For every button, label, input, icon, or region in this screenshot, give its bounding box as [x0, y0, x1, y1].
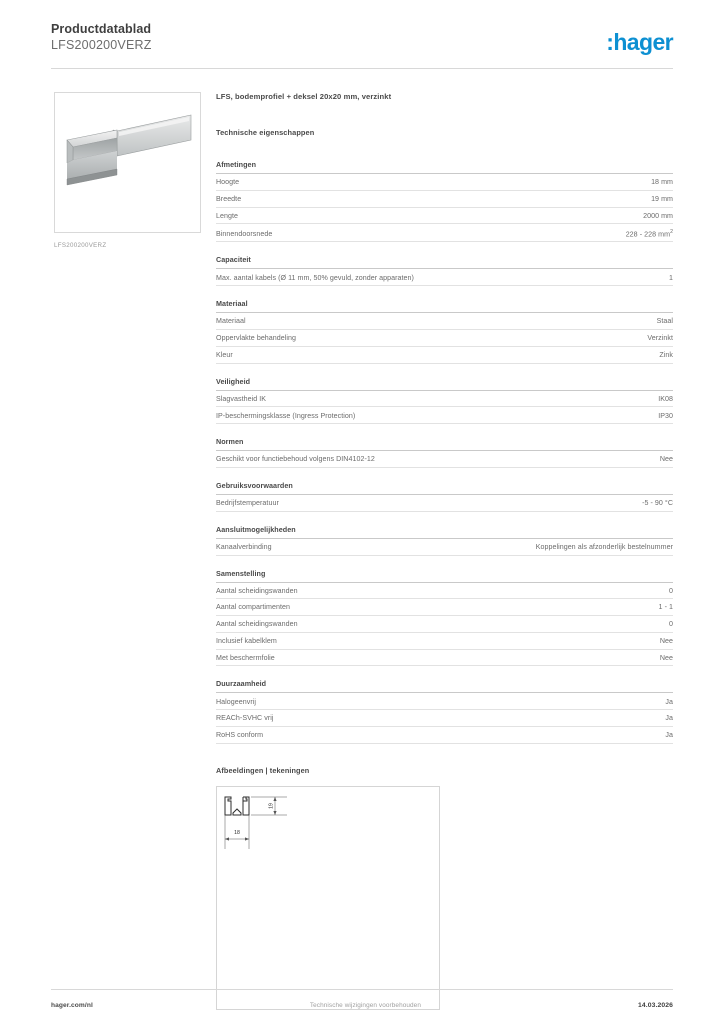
spec-value: Staal	[656, 317, 673, 326]
product-reference: LFS200200VERZ	[51, 38, 152, 52]
spec-label: Lengte	[216, 211, 238, 220]
spec-label: Breedte	[216, 194, 242, 203]
spec-label: Materiaal	[216, 317, 246, 326]
spec-value: 1	[669, 273, 673, 282]
spec-group-title: Afmetingen	[216, 160, 673, 174]
spec-label: Max. aantal kabels (Ø 11 mm, 50% gevuld, zonder apparaten)	[216, 273, 414, 282]
spec-value: 1 - 1	[658, 603, 673, 612]
spec-value: Ja	[665, 731, 673, 740]
spec-value: 18 mm	[651, 178, 673, 187]
specifications-column	[216, 92, 673, 1010]
footer-website[interactable]: hager.com/nl	[51, 1001, 93, 1009]
spec-row	[216, 451, 673, 468]
spec-group	[216, 679, 673, 743]
spec-group-title: Gebruiksvoorwaarden	[216, 481, 673, 495]
spec-row	[216, 616, 673, 633]
hager-logo: :hager	[606, 29, 673, 55]
spec-label: Inclusief kabelklem	[216, 637, 277, 646]
spec-row	[216, 539, 673, 556]
spec-row	[216, 710, 673, 727]
spec-label: Kanaalverbinding	[216, 542, 272, 551]
spec-group-title: Samenstelling	[216, 569, 673, 583]
spec-row	[216, 347, 673, 364]
spec-value: 2000 mm	[643, 211, 673, 220]
page-header	[51, 22, 673, 68]
spec-value: -5 - 90 °C	[642, 499, 673, 508]
spec-group-title: Veiligheid	[216, 377, 673, 391]
spec-label: REACh-SVHC vrij	[216, 714, 274, 723]
spec-value: Ja	[665, 714, 673, 723]
spec-group-title: Duurzaamheid	[216, 679, 673, 693]
spec-label: Aantal compartimenten	[216, 603, 290, 612]
spec-row	[216, 495, 673, 512]
spec-label: Aantal scheidingswanden	[216, 586, 298, 595]
product-figure	[54, 92, 201, 249]
technical-drawing	[216, 786, 440, 1010]
spec-group-title: Aansluitmogelijkheden	[216, 525, 673, 539]
spec-label: Bedrijfstemperatuur	[216, 499, 279, 508]
spec-label: Oppervlakte behandeling	[216, 334, 297, 343]
product-description: LFS, bodemprofiel + deksel 20x20 mm, verzinkt	[216, 92, 392, 101]
technical-properties-title: Technische eigenschappen	[216, 128, 315, 137]
spec-value: IP30	[658, 411, 673, 420]
page-footer	[51, 998, 673, 1012]
spec-value: 19 mm	[651, 194, 673, 203]
spec-value: Nee	[659, 455, 673, 464]
spec-row	[216, 330, 673, 347]
spec-label: Aantal scheidingswanden	[216, 620, 298, 629]
spec-label: Geschikt voor functiebehoud volgens DIN4102-12	[216, 455, 375, 464]
spec-value: Zink	[659, 351, 673, 360]
cable-trunking-illustration	[55, 93, 200, 232]
spec-row	[216, 407, 673, 424]
spec-row	[216, 391, 673, 408]
spec-label: IP-beschermingsklasse (Ingress Protection)	[216, 411, 356, 420]
spec-row	[216, 191, 673, 208]
spec-row	[216, 224, 673, 242]
spec-group	[216, 481, 673, 512]
spec-group	[216, 299, 673, 363]
spec-row	[216, 727, 673, 744]
spec-label: Halogeenvrij	[216, 697, 257, 706]
footer-disclaimer: Technische wijzigingen voorbehouden	[309, 1001, 421, 1009]
spec-group	[216, 255, 673, 286]
footer-divider	[51, 989, 673, 990]
spec-value: IK08	[658, 394, 673, 403]
drawings-title: Afbeeldingen | tekeningen	[216, 765, 310, 775]
spec-label: Met beschermfolie	[216, 653, 275, 662]
spec-value-superscript: 2	[670, 228, 673, 235]
spec-row	[216, 650, 673, 667]
spec-group-title: Capaciteit	[216, 255, 673, 269]
dimension-width-label: 18	[234, 829, 240, 836]
spec-label: Binnendoorsnede	[216, 229, 273, 238]
footer-date: 14.03.2026	[637, 1001, 673, 1009]
spec-row	[216, 313, 673, 330]
spec-groups	[216, 160, 673, 744]
spec-label: Hoogte	[216, 178, 240, 187]
spec-label: RoHS conform	[216, 731, 264, 740]
spec-row	[216, 583, 673, 600]
spec-value: 0	[669, 586, 673, 595]
spec-value: Ja	[665, 697, 673, 706]
spec-group	[216, 377, 673, 425]
cross-section-drawing	[217, 787, 439, 1009]
spec-value: Nee	[659, 637, 673, 646]
spec-group-title: Materiaal	[216, 299, 673, 313]
spec-group	[216, 569, 673, 667]
product-image	[54, 92, 201, 233]
spec-group-title: Normen	[216, 437, 673, 451]
header-divider	[51, 68, 673, 69]
spec-row	[216, 269, 673, 286]
spec-label: Kleur	[216, 351, 233, 360]
spec-value: Verzinkt	[647, 334, 673, 343]
spec-group	[216, 160, 673, 242]
spec-value: Koppelingen als afzonderlijk bestelnummer	[535, 542, 673, 551]
spec-label: Slagvastheid IK	[216, 394, 267, 403]
spec-row	[216, 693, 673, 710]
spec-row	[216, 174, 673, 191]
spec-group	[216, 437, 673, 468]
spec-group	[216, 525, 673, 556]
dimension-height-label: 19	[268, 802, 275, 809]
spec-row	[216, 633, 673, 650]
spec-row	[216, 599, 673, 616]
spec-row	[216, 208, 673, 225]
spec-value: Nee	[659, 653, 673, 662]
product-image-caption: LFS200200VERZ	[54, 242, 107, 249]
spec-value: 0	[669, 620, 673, 629]
page-title: Productdatablad	[51, 22, 152, 36]
spec-value-text: 228 - 228 mm	[625, 229, 671, 238]
spec-value	[626, 229, 673, 238]
